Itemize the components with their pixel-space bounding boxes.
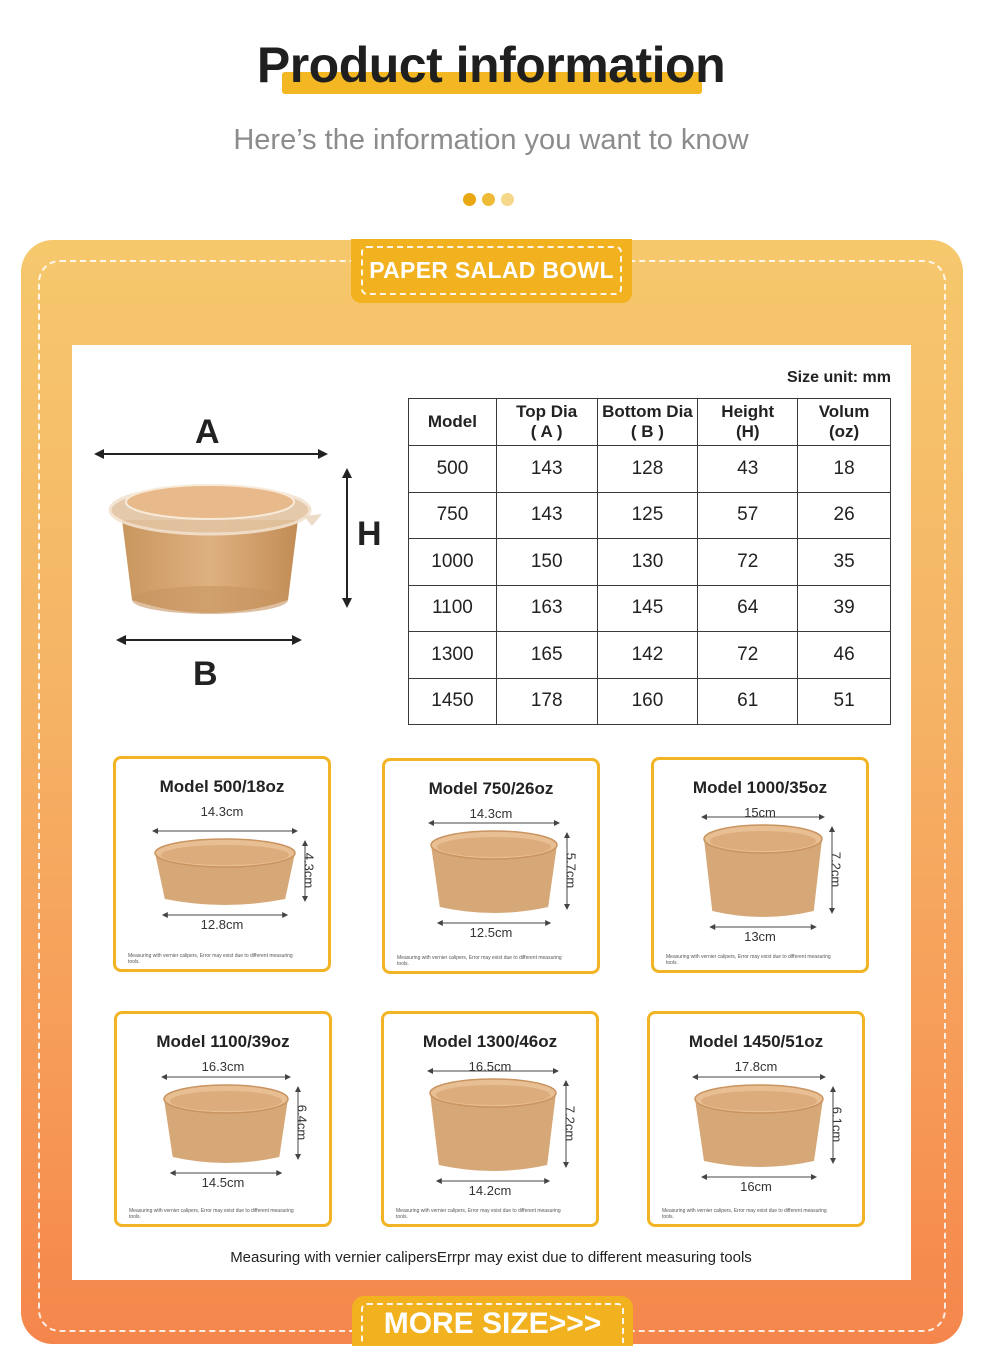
header-top-dia: Top Dia ( A ) <box>496 399 597 446</box>
table-cell: 130 <box>597 539 698 586</box>
card-note: Measuring with vernier calipers, Error may exist due to different measuring tools. <box>396 1208 561 1220</box>
top-diameter-label: 14.3cm <box>469 806 513 821</box>
dot-2 <box>482 193 495 206</box>
card-note: Measuring with vernier calipers, Error may exist due to different measuring tools. <box>666 954 831 966</box>
model-card <box>382 758 600 974</box>
table-cell: 57 <box>698 492 798 539</box>
table-row <box>409 678 891 725</box>
bowl-dimension-diagram <box>90 440 390 660</box>
top-diameter-label: 17.8cm <box>734 1059 778 1074</box>
height-label: 7.2cm <box>562 1105 578 1142</box>
card-note: Measuring with vernier calipers, Error may exist due to different measuring tools. <box>128 953 293 965</box>
model-title: Model 1300/46oz <box>422 1032 558 1051</box>
model-title: Model 1450/51oz <box>688 1032 824 1051</box>
table-header-row <box>409 399 891 446</box>
table-cell: 500 <box>409 446 497 493</box>
table-cell: 35 <box>798 539 891 586</box>
height-arrow <box>342 468 352 608</box>
top-diameter-label: 16.3cm <box>201 1059 245 1074</box>
table-row <box>409 492 891 539</box>
model-title: Model 1000/35oz <box>692 778 828 797</box>
dot-3 <box>501 193 514 206</box>
height-label: 6.4cm <box>294 1104 310 1141</box>
card-note: Measuring with vernier calipers, Error may exist due to different measuring tools. <box>397 955 562 967</box>
card-note: Measuring with vernier calipers, Error may exist due to different measuring tools. <box>129 1208 294 1220</box>
table-cell: 1450 <box>409 678 497 725</box>
top-diameter-label: 15cm <box>744 805 776 820</box>
table-cell: 46 <box>798 632 891 679</box>
table-row <box>409 632 891 679</box>
spec-table <box>408 398 891 725</box>
card-note: Measuring with vernier calipers, Error may exist due to different measuring tools. <box>662 1208 827 1220</box>
page-title: Product information <box>256 37 726 93</box>
bottom-diameter-label: 13cm <box>744 929 776 944</box>
table-cell: 64 <box>698 585 798 632</box>
dot-1 <box>463 193 476 206</box>
table-cell: 160 <box>597 678 698 725</box>
table-row <box>409 585 891 632</box>
bowl-bottom <box>132 586 288 614</box>
table-cell: 51 <box>798 678 891 725</box>
table-cell: 1000 <box>409 539 497 586</box>
model-title: Model 1100/39oz <box>156 1032 290 1051</box>
panel-tab-label: PAPER SALAD BOWL <box>361 246 622 295</box>
table-cell: 150 <box>496 539 597 586</box>
table-cell: 125 <box>597 492 698 539</box>
bottom-diameter-label: 12.5cm <box>469 925 513 940</box>
header-model: Model <box>409 399 497 446</box>
bottom-diameter-label: 14.5cm <box>201 1175 245 1190</box>
table-cell: 61 <box>698 678 798 725</box>
table-cell: 128 <box>597 446 698 493</box>
model-card <box>381 1011 599 1227</box>
table-cell: 145 <box>597 585 698 632</box>
table-cell: 26 <box>798 492 891 539</box>
header-bottom-dia: Bottom Dia ( B ) <box>597 399 698 446</box>
model-card <box>114 1011 332 1227</box>
model-title: Model 750/26oz <box>428 779 554 798</box>
header-volume: Volum (oz) <box>798 399 891 446</box>
measurement-footnote: Measuring with vernier calipersErrpr may exist due to different measuring tools <box>230 1249 752 1266</box>
more-size-button[interactable]: MORE SIZE>>> <box>361 1303 624 1343</box>
header-height: Height (H) <box>698 399 798 446</box>
bottom-diameter-label: 16cm <box>740 1179 772 1194</box>
table-cell: 165 <box>496 632 597 679</box>
dimension-h-label: H <box>357 515 382 553</box>
model-card <box>651 757 869 973</box>
height-label: 7.2cm <box>828 851 844 888</box>
bottom-diameter-label: 14.2cm <box>468 1183 512 1198</box>
table-row <box>409 539 891 586</box>
table-cell: 163 <box>496 585 597 632</box>
table-cell: 1100 <box>409 585 497 632</box>
page-subtitle: Here’s the information you want to know <box>233 124 749 156</box>
top-diameter-label: 14.3cm <box>200 804 244 819</box>
table-cell: 143 <box>496 492 597 539</box>
height-label: 6.1cm <box>829 1106 845 1143</box>
table-cell: 178 <box>496 678 597 725</box>
dimension-a-label: A <box>195 413 220 451</box>
bottom-diameter-label: 12.8cm <box>200 917 244 932</box>
table-cell: 1300 <box>409 632 497 679</box>
decorative-dots <box>463 193 514 206</box>
table-cell: 39 <box>798 585 891 632</box>
table-cell: 18 <box>798 446 891 493</box>
model-card <box>647 1011 865 1227</box>
size-unit-label: Size unit: mm <box>786 369 891 386</box>
table-cell: 72 <box>698 632 798 679</box>
bottom-width-arrow <box>116 635 302 645</box>
height-label: 5.7cm <box>563 852 579 889</box>
table-cell: 143 <box>496 446 597 493</box>
dimension-b-label: B <box>193 655 218 693</box>
table-cell: 142 <box>597 632 698 679</box>
model-card <box>113 756 331 972</box>
table-cell: 43 <box>698 446 798 493</box>
table-row <box>409 446 891 493</box>
model-title: Model 500/18oz <box>159 777 285 796</box>
top-diameter-label: 16.5cm <box>468 1059 512 1074</box>
table-cell: 750 <box>409 492 497 539</box>
height-label: 4.3cm <box>301 852 317 889</box>
table-cell: 72 <box>698 539 798 586</box>
